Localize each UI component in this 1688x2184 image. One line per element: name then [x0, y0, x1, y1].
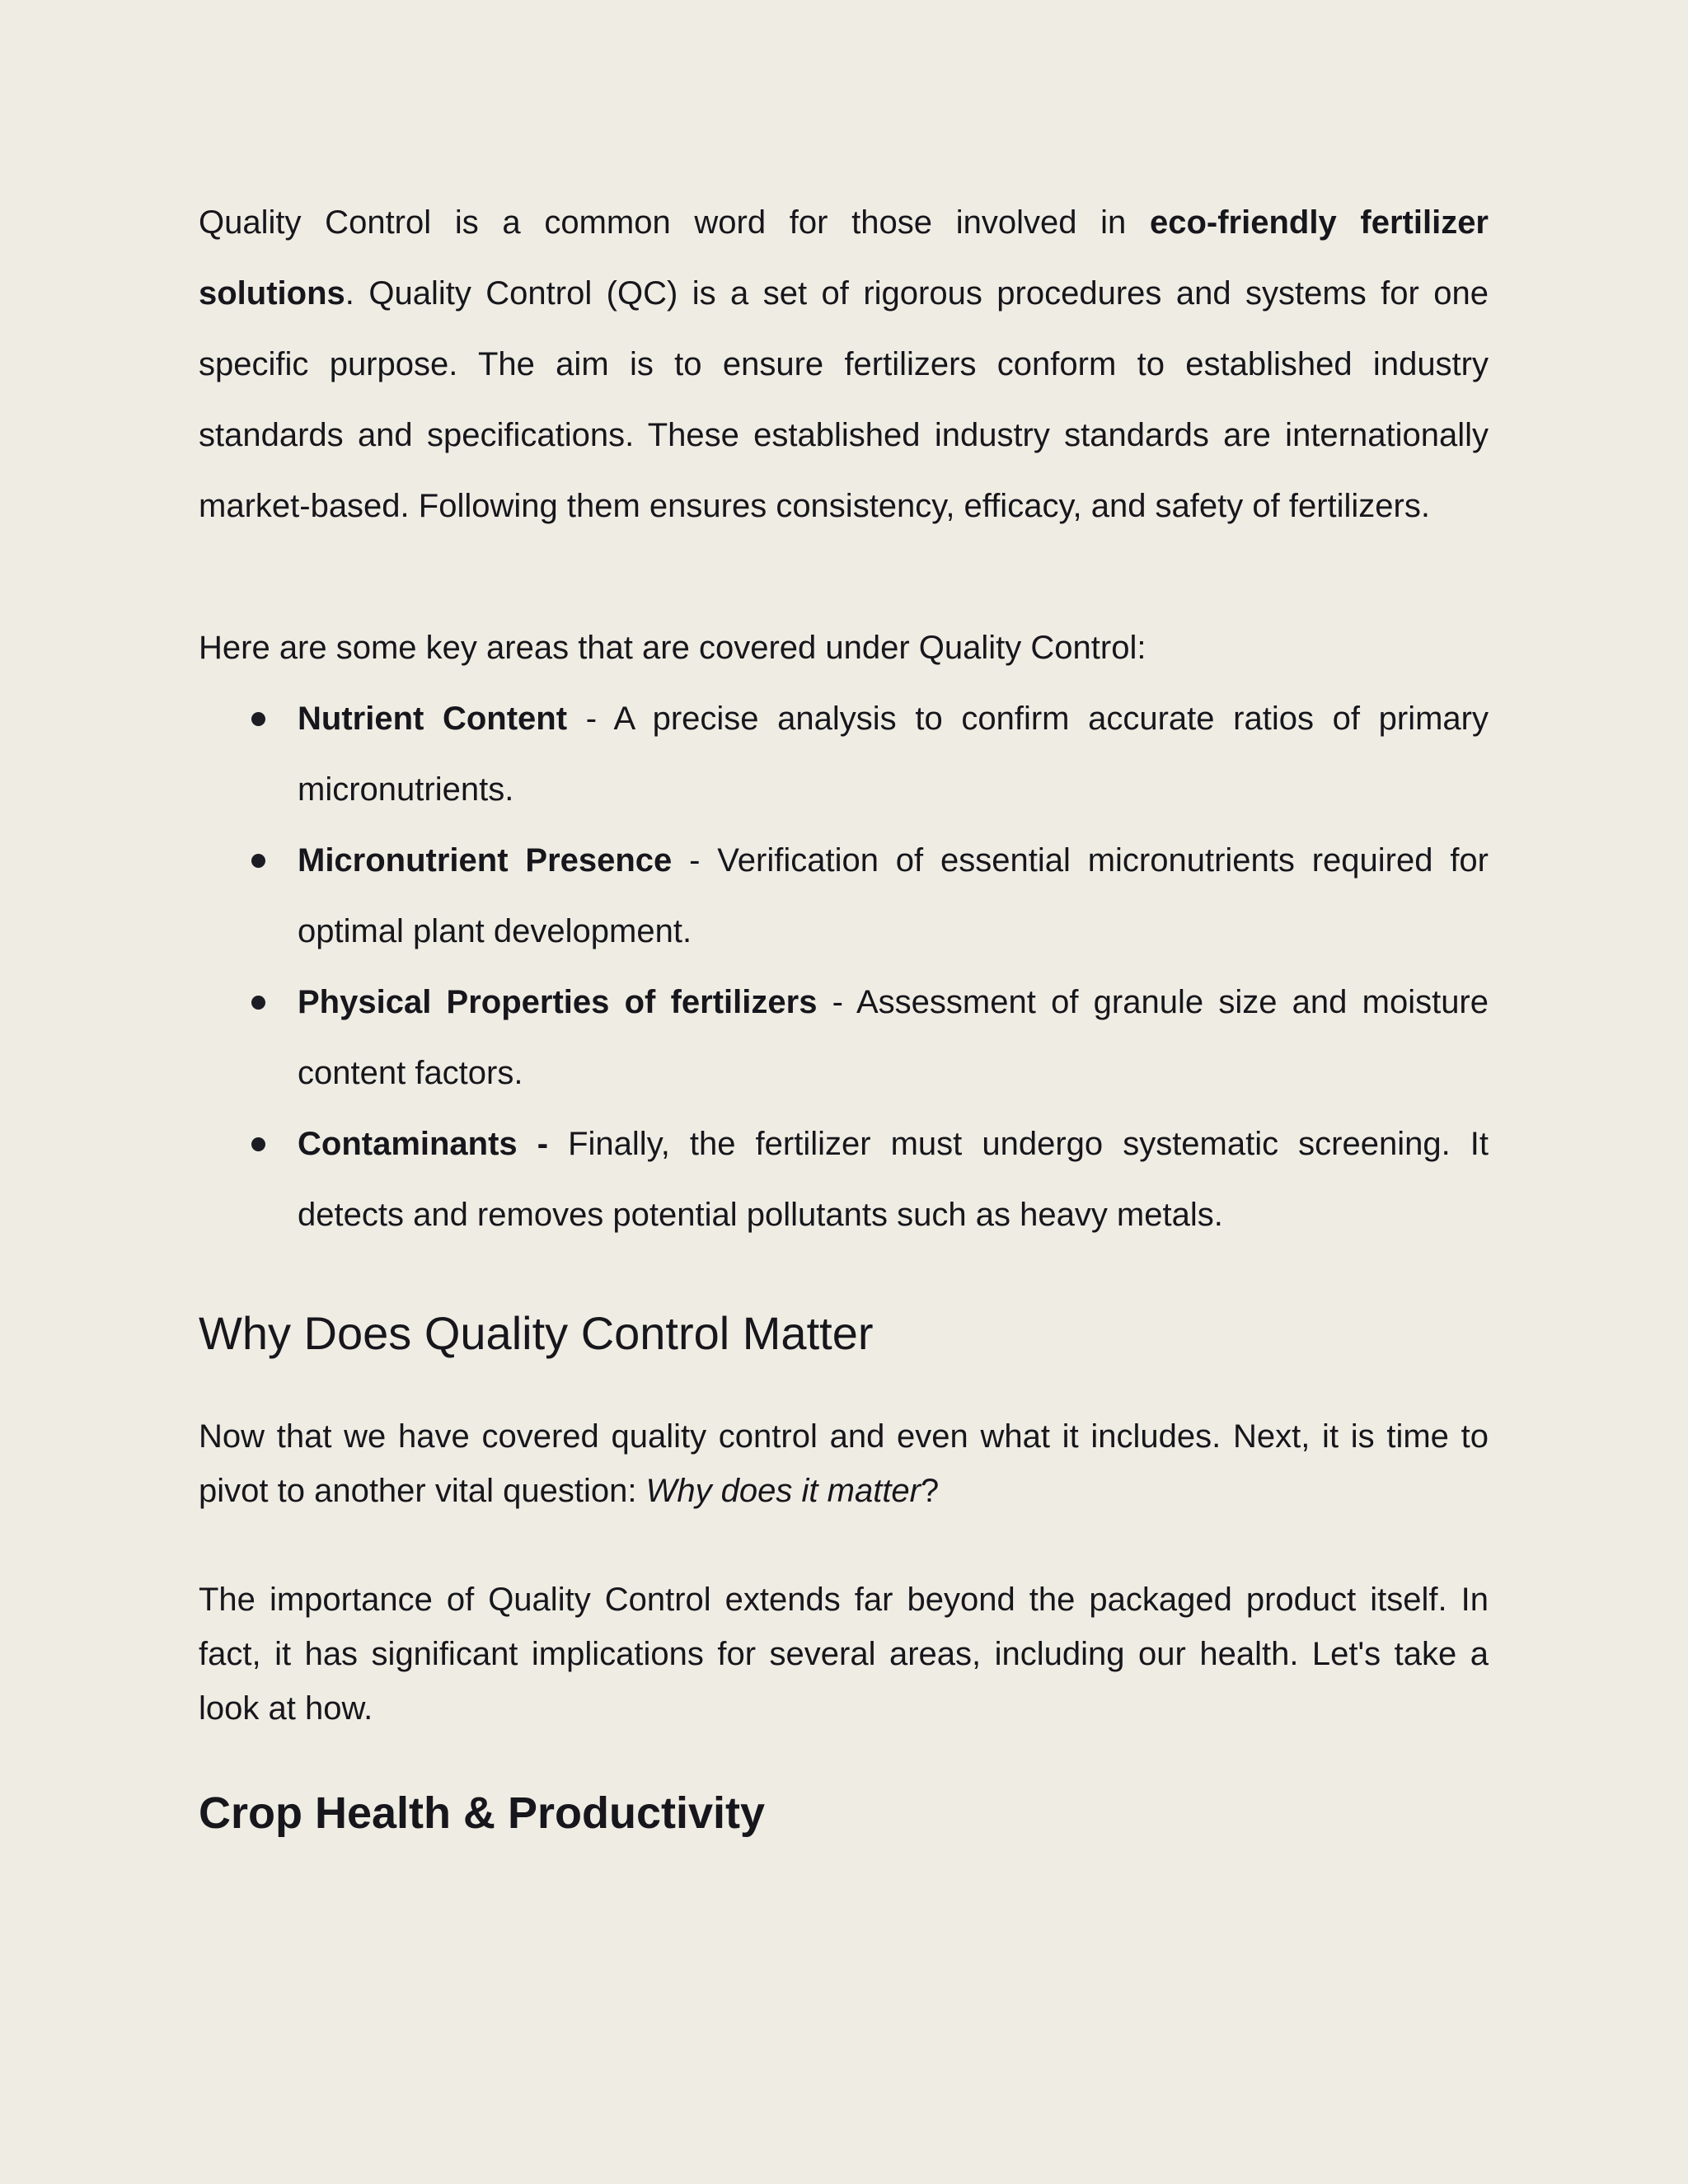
bullet-icon [251, 854, 265, 868]
key-areas-list [199, 683, 1489, 1250]
intro-text-post: . Quality Control (QC) is a set of rigorous procedures and systems for one specific purpose. The aim is to ensure fertilizers conform to established industry standards and specifications. These established industry standards are internationally market-based. Following them ensures consistency, efficacy, and safety of fertilizers. [199, 275, 1489, 524]
bullet-icon [251, 1137, 265, 1151]
why-text-post: ? [921, 1473, 940, 1509]
list-item-term: Nutrient Content [298, 701, 568, 737]
bullet-icon [251, 712, 265, 726]
list-item-physical-properties [199, 967, 1489, 1108]
list-item-desc: - Verification of essential micronutrients required for optimal plant development. [298, 842, 1489, 949]
list-item-desc: Finally, the fertilizer must undergo systematic screening. It detects and removes potential pollutants such as heavy metals. [298, 1126, 1489, 1233]
list-item-desc: - A precise analysis to confirm accurate ratios of primary micronutrients. [298, 701, 1489, 808]
intro-paragraph [199, 187, 1489, 541]
list-item-nutrient-content [199, 683, 1489, 825]
intro-text-pre: Quality Control is a common word for those involved in [199, 204, 1150, 241]
why-text-italic: Why does it matter [645, 1473, 921, 1509]
list-item-micronutrient-presence [199, 825, 1489, 967]
bullet-icon [251, 996, 265, 1010]
intro-text-bold: eco-friendly fertilizer solutions [199, 204, 1489, 312]
importance-paragraph: The importance of Quality Control extends far beyond the packaged product itself. In fact, it has significant implications for several areas, including our health. Let's take a look at how. [199, 1582, 1489, 1727]
list-lead-sentence: Here are some key areas that are covered under Quality Control: [199, 630, 1146, 666]
list-item-contaminants [199, 1108, 1489, 1250]
subheading: Crop Health & Productivity [199, 1788, 766, 1838]
list-item-desc: - Assessment of granule size and moisture content factors. [298, 984, 1489, 1091]
list-item-term: Micronutrient Presence [298, 842, 673, 879]
list-item-term: Contaminants - [298, 1126, 549, 1162]
why-paragraph [199, 1409, 1489, 1518]
why-text-pre: Now that we have covered quality control and even what it includes. Next, it is time to pivot to another vital question: [199, 1418, 1489, 1509]
section-heading: Why Does Quality Control Matter [199, 1307, 874, 1359]
list-item-term: Physical Properties of fertilizers [298, 984, 818, 1020]
